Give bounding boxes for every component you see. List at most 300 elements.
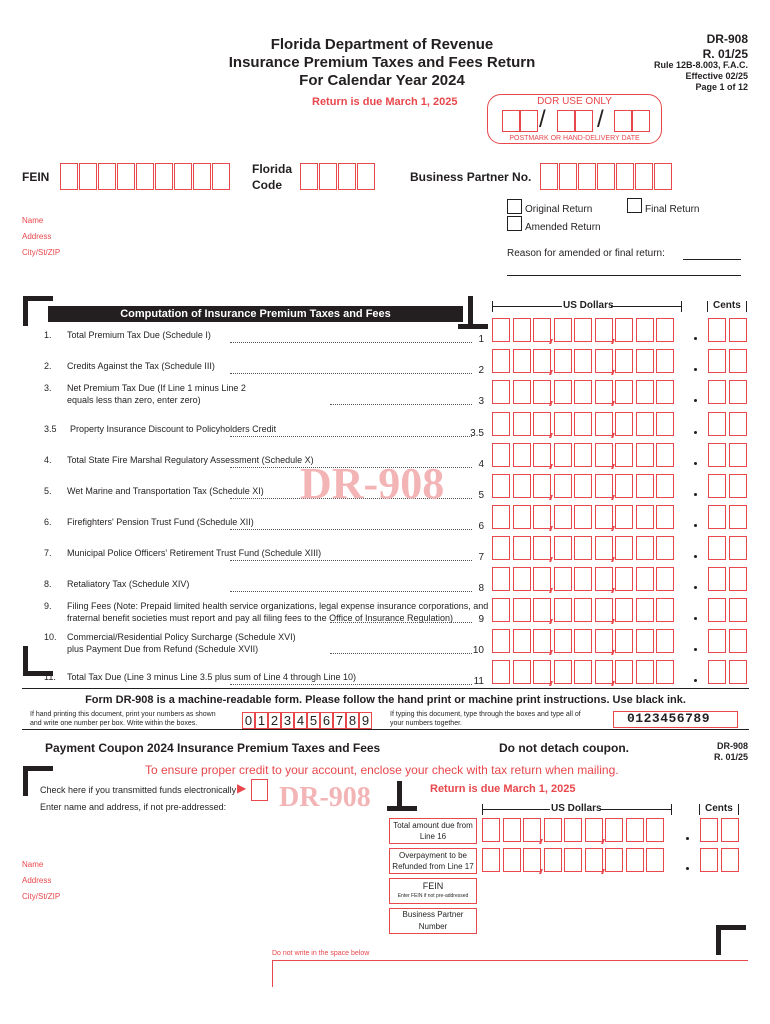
cents-digit-box[interactable] [708,318,726,342]
cents-digit-box[interactable] [708,380,726,404]
line-description: Commercial/Residential Policy Surcharge (Schedule XVI) [67,632,296,642]
thousands-comma-mark [549,681,553,686]
coupon-bp-label-2: Number [418,922,448,931]
dollar-digit-box[interactable] [595,629,613,653]
dollar-digit-box[interactable] [492,536,510,560]
cents-digit-box[interactable] [708,660,726,684]
dollar-digit-box[interactable] [605,818,623,842]
postmark-month-box[interactable] [520,110,538,132]
dollar-digit-box[interactable] [554,412,572,436]
us-dollars-rule-right-end [681,301,682,312]
dollar-digit-box[interactable] [595,318,613,342]
dollar-digit-box[interactable] [482,848,500,872]
line-number: 10. [44,632,57,642]
dollar-digit-box[interactable] [523,848,541,872]
line-description-2: equals less than zero, enter zero) [67,395,201,405]
registration-mark-tr-h [458,324,488,329]
dollar-digit-box[interactable] [533,505,551,529]
dollar-digit-box[interactable] [533,474,551,498]
cents-digit-box[interactable] [729,629,747,653]
dollar-digit-box[interactable] [656,443,674,467]
dollar-digit-box[interactable] [595,412,613,436]
dollar-digit-box[interactable] [615,412,633,436]
dollar-digit-box[interactable] [615,536,633,560]
coupon-form-number: DR-908 [716,741,748,751]
dollar-digit-box[interactable] [605,848,623,872]
florida-code-digit-box[interactable] [319,163,337,190]
dollar-digit-box[interactable] [636,567,654,591]
rule-reference: Rule 12B-8.003, F.A.C. [653,60,748,70]
dollar-digit-box[interactable] [492,318,510,342]
coupon-revision: R. 01/25 [713,752,748,762]
dollar-digit-box[interactable] [574,567,592,591]
cents-digit-box[interactable] [729,567,747,591]
line-description: Property Insurance Discount to Policyholders Credit [70,424,277,434]
amended-return-checkbox[interactable] [507,216,522,231]
line-reference: 3.5 [470,428,484,439]
dollar-digit-box[interactable] [523,818,541,842]
us-dollars-label: US Dollars [563,300,614,311]
coupon-us-dollars-rule-left-end [482,804,483,815]
postmark-month-box[interactable] [502,110,520,132]
fein-digit-box[interactable] [174,163,192,190]
hand-print-digit: 2 [268,712,281,729]
dollar-digit-box[interactable] [615,660,633,684]
coupon-mark-mid-h [387,806,417,811]
dollar-digit-box[interactable] [636,536,654,560]
cents-digit-box[interactable] [729,412,747,436]
dollar-digit-box[interactable] [615,505,633,529]
dollar-digit-box[interactable] [636,474,654,498]
form-number: DR-908 [706,32,748,46]
us-dollars-rule-left-end [492,301,493,312]
dollar-digit-box[interactable] [492,629,510,653]
dollar-digit-box[interactable] [533,318,551,342]
dollar-digit-box[interactable] [513,474,531,498]
dollar-digit-box[interactable] [615,474,633,498]
dollar-digit-box[interactable] [595,474,613,498]
dollar-digit-box[interactable] [574,474,592,498]
dollar-digit-box[interactable] [544,818,562,842]
cents-digit-box[interactable] [708,349,726,373]
total-due-label: Total amount due from [393,821,473,830]
dollar-digit-box[interactable] [636,505,654,529]
cents-digit-box[interactable] [729,505,747,529]
dotted-leader [330,622,472,623]
cents-digit-box[interactable] [729,660,747,684]
dollar-digit-box[interactable] [636,629,654,653]
dollar-digit-box[interactable] [595,598,613,622]
dollar-digit-box[interactable] [636,443,654,467]
line-reference: 2 [478,365,484,376]
line-reference: 6 [478,521,484,532]
address-label: Address [22,232,52,241]
fein-digit-box[interactable] [136,163,154,190]
dollar-digit-box[interactable] [636,380,654,404]
cents-digit-box[interactable] [708,598,726,622]
business-partner-digit-box[interactable] [540,163,558,190]
fein-digit-box[interactable] [117,163,135,190]
dollar-digit-box[interactable] [615,349,633,373]
florida-code-digit-box[interactable] [338,163,356,190]
line-number: 7. [44,548,52,558]
dollar-digit-box[interactable] [533,629,551,653]
registration-mark-tl-v [23,296,28,326]
reason-label: Reason for amended or final return: [507,248,665,259]
thousands-comma-mark [539,869,543,874]
dollar-digit-box[interactable] [615,629,633,653]
hand-print-digit: 7 [333,712,346,729]
coupon-name-label: Name [22,860,44,869]
dollar-digit-box[interactable] [636,349,654,373]
fein-label: FEIN [22,170,50,184]
line-description: Credits Against the Tax (Schedule III) [67,361,215,371]
business-partner-digit-box[interactable] [635,163,653,190]
dollar-digit-box[interactable] [574,412,592,436]
postmark-year-box[interactable] [614,110,632,132]
coupon-mark-tl-v [23,766,28,796]
decimal-point [694,586,697,589]
cents-digit-box[interactable] [708,505,726,529]
decimal-point [694,493,697,496]
cents-digit-box[interactable] [708,629,726,653]
dollar-digit-box[interactable] [656,318,674,342]
dollar-digit-box[interactable] [595,660,613,684]
thousands-comma-mark [549,557,553,562]
hand-print-digit: 4 [294,712,307,729]
business-partner-digit-box[interactable] [597,163,615,190]
fein-digit-box[interactable] [212,163,230,190]
dollar-digit-box[interactable] [554,349,572,373]
business-partner-digit-box[interactable] [654,163,672,190]
decimal-point [694,462,697,465]
dollar-digit-box[interactable] [513,660,531,684]
dollar-digit-box[interactable] [513,567,531,591]
hand-print-digit: 5 [307,712,320,729]
us-dollars-rule-right [611,306,681,307]
dollar-digit-box[interactable] [513,318,531,342]
line-reference: 4 [478,459,484,470]
dollar-digit-box[interactable] [513,536,531,560]
line-reference: 8 [478,583,484,594]
final-return-checkbox[interactable] [627,198,642,213]
dollar-digit-box[interactable] [656,380,674,404]
cents-digit-box[interactable] [721,848,739,872]
dollar-digit-box[interactable] [554,505,572,529]
electronic-funds-label: Check here if you transmitted funds electronically [40,785,237,795]
dollar-digit-box[interactable] [533,598,551,622]
dollar-digit-box[interactable] [595,567,613,591]
dollar-digit-box[interactable] [574,536,592,560]
dollar-digit-box[interactable] [554,629,572,653]
hand-print-digit: 6 [320,712,333,729]
line-description: Total Premium Tax Due (Schedule I) [67,330,211,340]
cents-digit-box[interactable] [708,474,726,498]
decimal-point [694,679,697,682]
dollar-digit-box[interactable] [656,349,674,373]
dollar-digit-box[interactable] [503,848,521,872]
cents-digit-box[interactable] [700,818,718,842]
dollar-digit-box[interactable] [656,412,674,436]
dollar-digit-box[interactable] [533,349,551,373]
line-description: Total Tax Due (Line 3 minus Line 3.5 plus sum of Line 4 through Line 10) [67,672,357,682]
city-label: City/St/ZIP [22,248,61,257]
dollar-digit-box[interactable] [533,660,551,684]
line-reference: 9 [478,614,484,625]
dor-use-only-label: DOR USE ONLY [537,96,612,107]
dollar-digit-box[interactable] [595,349,613,373]
business-partner-digit-box[interactable] [616,163,634,190]
line-description: Net Premium Tax Due (If Line 1 minus Line 2 [67,383,246,393]
dollar-digit-box[interactable] [615,380,633,404]
decimal-point [694,431,697,434]
coupon-watermark: DR-908 [279,782,371,813]
cents-digit-box[interactable] [729,380,747,404]
thousands-comma-mark [539,839,543,844]
florida-code-digit-box[interactable] [300,163,318,190]
dollar-digit-box[interactable] [513,380,531,404]
cents-digit-box[interactable] [700,848,718,872]
dollar-digit-box[interactable] [585,818,603,842]
cents-digit-box[interactable] [729,536,747,560]
dollar-digit-box[interactable] [585,848,603,872]
dotted-leader [230,342,472,343]
coupon-address-label: Address [22,876,52,885]
cents-digit-box[interactable] [729,598,747,622]
postmark-day-box[interactable] [557,110,575,132]
registration-mark-tr [468,296,473,326]
line-number: 1. [44,330,52,340]
coupon-cents-bar-right [738,804,739,815]
enter-name-label: Enter name and address, if not pre-addressed: [40,802,227,812]
dollar-digit-box[interactable] [615,567,633,591]
decimal-point [686,867,689,870]
dollar-digit-box[interactable] [626,818,644,842]
form-revision: R. 01/25 [702,47,748,61]
postmark-slash-2: / [597,106,604,133]
dollar-digit-box[interactable] [492,474,510,498]
dollar-digit-box[interactable] [626,848,644,872]
dollar-digit-box[interactable] [554,536,572,560]
dollar-digit-box[interactable] [492,349,510,373]
postmark-day-box[interactable] [575,110,593,132]
cents-digit-box[interactable] [708,567,726,591]
fein-digit-box[interactable] [60,163,78,190]
electronic-funds-checkbox[interactable] [251,779,268,801]
dollar-digit-box[interactable] [595,536,613,560]
do-not-write-note: Do not write in the space below [272,950,370,957]
dollar-digit-box[interactable] [482,818,500,842]
dollar-digit-box[interactable] [574,443,592,467]
hand-print-note-2: and write one number per box. Write within the boxes. [30,720,198,727]
dollar-digit-box[interactable] [656,536,674,560]
dollar-digit-box[interactable] [533,380,551,404]
dollar-digit-box[interactable] [554,380,572,404]
due-date: Return is due March 1, 2025 [312,96,458,108]
dollar-digit-box[interactable] [564,848,582,872]
dotted-leader [230,373,472,374]
line-description: Municipal Police Officers' Retirement Trust Fund (Schedule XIII) [67,548,322,558]
thousands-comma-mark [549,588,553,593]
dollar-digit-box[interactable] [533,443,551,467]
coupon-cents-bar-left [699,804,700,815]
dollar-digit-box[interactable] [574,505,592,529]
hand-print-digit: 3 [281,712,294,729]
cents-digit-box[interactable] [708,536,726,560]
reason-line-1[interactable] [683,259,741,260]
dollar-digit-box[interactable] [544,848,562,872]
dollar-digit-box[interactable] [492,505,510,529]
dollar-digit-box[interactable] [615,443,633,467]
dotted-leader [230,560,472,561]
dollar-digit-box[interactable] [492,598,510,622]
dotted-leader [230,436,472,437]
cents-digit-box[interactable] [729,474,747,498]
dotted-leader [330,404,472,405]
dollar-digit-box[interactable] [646,848,664,872]
dollar-digit-box[interactable] [595,443,613,467]
thousands-comma-mark [549,526,553,531]
dollar-digit-box[interactable] [554,474,572,498]
dollar-digit-box[interactable] [574,349,592,373]
dollar-digit-box[interactable] [574,629,592,653]
coupon-title: Payment Coupon 2024 Insurance Premium Taxes and Fees [45,741,381,755]
cents-bar-right [746,301,747,312]
decimal-point [694,399,697,402]
agency-title: Florida Department of Revenue [270,36,494,53]
line-description: Retaliatory Tax (Schedule XIV) [67,579,190,589]
line-reference: 7 [478,552,484,563]
coupon-detach-note: Do not detach coupon. [499,741,629,755]
hand-print-digit: 0 [242,712,255,729]
line-reference: 10 [472,645,484,656]
thousands-comma-mark [549,339,553,344]
florida-code-digit-box[interactable] [357,163,375,190]
dollar-digit-box[interactable] [574,598,592,622]
dollar-digit-box[interactable] [492,443,510,467]
original-return-checkbox[interactable] [507,199,522,214]
fein-digit-box[interactable] [193,163,211,190]
thousands-comma-mark [549,433,553,438]
final-return-label: Final Return [645,204,700,215]
dollar-digit-box[interactable] [492,412,510,436]
fein-digit-box[interactable] [98,163,116,190]
thousands-comma-mark [549,619,553,624]
coupon-fein-note: Enter FEIN if not pre-addressed [397,893,469,899]
cents-digit-box[interactable] [729,443,747,467]
dotted-leader [330,653,472,654]
line-number: 9. [44,601,52,611]
dollar-digit-box[interactable] [554,660,572,684]
hand-print-digit: 1 [255,712,268,729]
dollar-digit-box[interactable] [513,505,531,529]
cents-digit-box[interactable] [708,412,726,436]
reason-line-2[interactable] [507,275,741,276]
dollar-digit-box[interactable] [533,536,551,560]
dollar-digit-box[interactable] [595,380,613,404]
dollar-digit-box[interactable] [554,567,572,591]
us-dollars-rule-left [492,306,562,307]
dollar-digit-box[interactable] [656,598,674,622]
dollar-digit-box[interactable] [503,818,521,842]
dollar-digit-box[interactable] [646,818,664,842]
dollar-digit-box[interactable] [656,474,674,498]
dollar-digit-box[interactable] [554,318,572,342]
dollar-digit-box[interactable] [595,505,613,529]
dollar-digit-box[interactable] [636,660,654,684]
dollar-digit-box[interactable] [513,443,531,467]
fein-digit-box[interactable] [79,163,97,190]
cents-digit-box[interactable] [721,818,739,842]
dollar-digit-box[interactable] [492,567,510,591]
thousands-comma-mark [549,495,553,500]
dollar-digit-box[interactable] [656,629,674,653]
dollar-digit-box[interactable] [574,660,592,684]
page-number: Page 1 of 12 [695,82,748,92]
dollar-digit-box[interactable] [533,567,551,591]
cents-digit-box[interactable] [729,349,747,373]
overpay-label-2: Refunded from Line 17 [392,862,474,871]
dollar-digit-box[interactable] [574,380,592,404]
line-number: 6. [44,517,52,527]
dollar-digit-box[interactable] [574,318,592,342]
coupon-us-dollars-rule-right-end [671,804,672,815]
thousands-comma-mark [549,370,553,375]
dollar-digit-box[interactable] [656,660,674,684]
cents-label: Cents [713,300,741,311]
line-reference: 11 [473,676,484,687]
dollar-digit-box[interactable] [564,818,582,842]
thousands-comma-mark [549,650,553,655]
dotted-leader [230,591,472,592]
dollar-digit-box[interactable] [513,412,531,436]
decimal-point [694,337,697,340]
arrow-icon: ▶ [237,781,247,795]
dollar-digit-box[interactable] [513,349,531,373]
fein-digit-box[interactable] [155,163,173,190]
dollar-digit-box[interactable] [636,598,654,622]
dollar-digit-box[interactable] [513,629,531,653]
dollar-digit-box[interactable] [615,598,633,622]
do-not-write-rule-v [272,960,273,987]
line-description: Wet Marine and Transportation Tax (Schedule XI) [67,486,264,496]
line-number: 3.5 [44,424,57,434]
dollar-digit-box[interactable] [615,318,633,342]
line-number: 4. [44,455,52,465]
amended-return-label: Amended Return [525,222,601,233]
dollar-digit-box[interactable] [636,318,654,342]
dollar-digit-box[interactable] [492,380,510,404]
business-partner-digit-box[interactable] [559,163,577,190]
tax-year-title: For Calendar Year 2024 [299,72,465,89]
cents-digit-box[interactable] [708,443,726,467]
dollar-digit-box[interactable] [554,598,572,622]
dollar-digit-box[interactable] [636,412,654,436]
cents-digit-box[interactable] [729,318,747,342]
line-reference: 5 [478,490,484,501]
thousands-comma-mark [549,401,553,406]
dollar-digit-box[interactable] [656,567,674,591]
dollar-digit-box[interactable] [513,598,531,622]
postmark-year-box[interactable] [632,110,650,132]
dollar-digit-box[interactable] [492,660,510,684]
business-partner-digit-box[interactable] [578,163,596,190]
dollar-digit-box[interactable] [533,412,551,436]
dollar-digit-box[interactable] [656,505,674,529]
coupon-cents-label: Cents [705,803,733,814]
dollar-digit-box[interactable] [554,443,572,467]
line-reference: 1 [478,334,484,345]
